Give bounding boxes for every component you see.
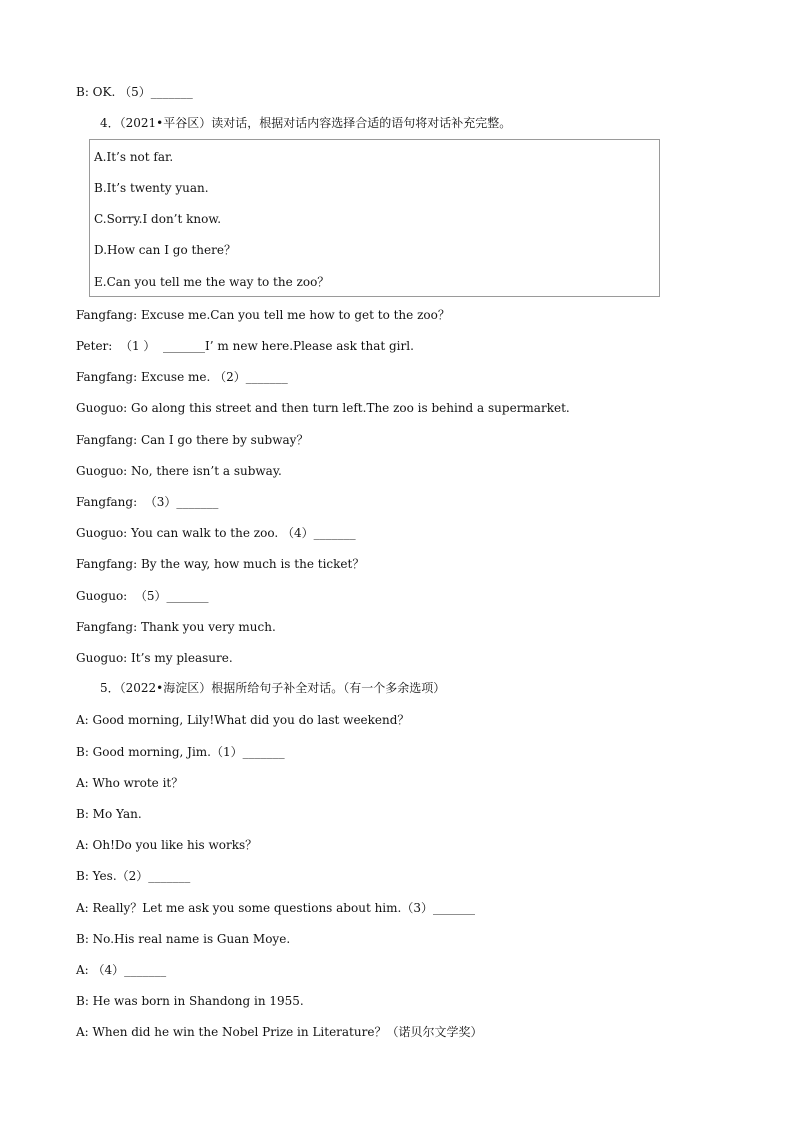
dialogue-line: B: Good morning, Jim.（1）_______ xyxy=(76,745,285,759)
option-e: E.Can you tell me the way to the zoo？ xyxy=(94,275,330,289)
dialogue-line: Fangfang: （3）_______ xyxy=(76,495,219,509)
options-box xyxy=(89,139,660,297)
dialogue-line: A: Good morning, Lily!What did you do last weekend？ xyxy=(76,713,410,727)
dialogue-line: Guoguo: （5）_______ xyxy=(76,589,209,603)
dialogue-line: B: He was born in Shandong in 1955. xyxy=(76,994,304,1008)
dialogue-line: A: Who wrote it？ xyxy=(76,776,184,790)
question-4-heading: 4．（2021•平谷区）读对话，根据对话内容选择合适的语句将对话补充完整。 xyxy=(100,116,512,130)
option-d: D.How can I go there？ xyxy=(94,243,236,257)
dialogue-line: B: No.His real name is Guan Moye. xyxy=(76,932,291,946)
dialogue-line: Fangfang: Excuse me.Can you tell me how to get to the zoo？ xyxy=(76,308,450,322)
dialogue-line: Guoguo: No, there isn’t a subway. xyxy=(76,464,282,478)
dialogue-line: Guoguo: You can walk to the zoo. （4）_______ xyxy=(76,526,356,540)
option-b: B.It’s twenty yuan. xyxy=(94,181,209,195)
dialogue-line: A: （4）_______ xyxy=(76,963,167,977)
dialogue-line: Guoguo: Go along this street and then turn left.The zoo is behind a supermarket. xyxy=(76,401,570,415)
dialogue-line: A: When did he win the Nobel Prize in Literature？（诺贝尔文学奖） xyxy=(76,1025,483,1039)
option-a: A.It’s not far. xyxy=(94,150,174,164)
dialogue-line: Peter: （1 ） _______I’ m new here.Please ask that girl. xyxy=(76,339,414,353)
option-c: C.Sorry.I don’t know. xyxy=(94,212,222,226)
dialogue-line: B: Mo Yan. xyxy=(76,807,142,821)
question-5-heading: 5．（2022•海淀区）根据所给句子补全对话。（有一个多余选项） xyxy=(100,681,446,695)
dialogue-line: B: Yes.（2）_______ xyxy=(76,869,191,883)
dialogue-line: B: OK. （5）_______ xyxy=(76,85,193,99)
dialogue-line: Fangfang: Thank you very much. xyxy=(76,620,276,634)
dialogue-line: Guoguo: It’s my pleasure. xyxy=(76,651,233,665)
dialogue-line: Fangfang: Can I go there by subway？ xyxy=(76,433,309,447)
dialogue-line: Fangfang: By the way, how much is the ticket？ xyxy=(76,557,365,571)
dialogue-line: Fangfang: Excuse me. （2）_______ xyxy=(76,370,288,384)
dialogue-line: A: Oh!Do you like his works？ xyxy=(76,838,258,852)
dialogue-line: A: Really？Let me ask you some questions about him.（3）_______ xyxy=(76,901,475,915)
